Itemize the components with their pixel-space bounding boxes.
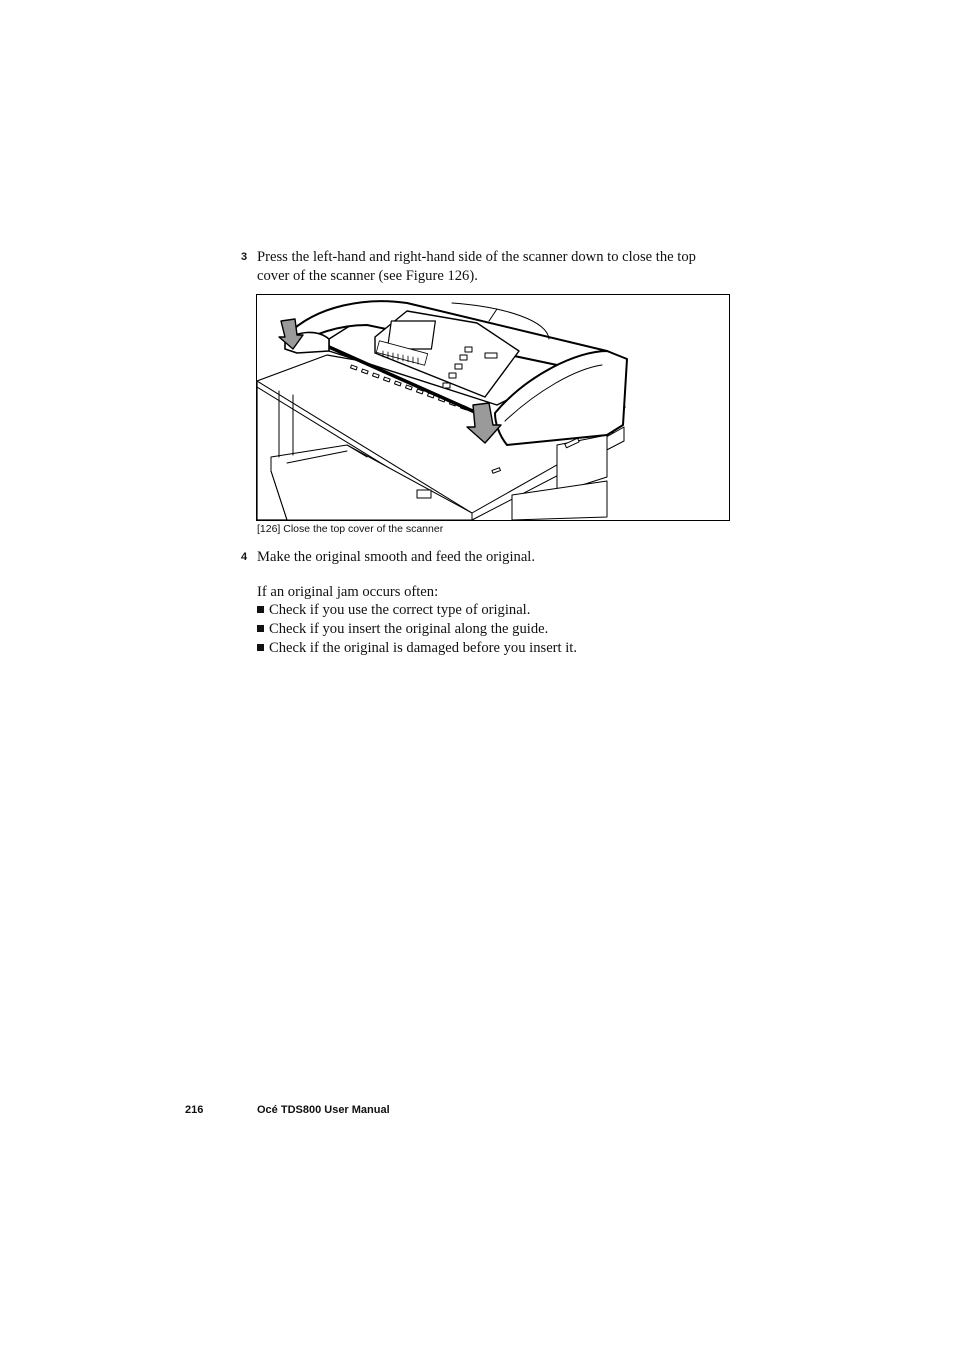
figure-caption: [126] Close the top cover of the scanner bbox=[257, 523, 444, 535]
list-item bbox=[257, 639, 577, 658]
step-3-line-1: Press the left-hand and right-hand side of the scanner down to close the top bbox=[257, 249, 696, 265]
bullet-square-icon bbox=[257, 644, 264, 651]
tip-text: Check if the original is damaged before you insert it. bbox=[269, 640, 578, 656]
step-3-line-2: cover of the scanner (see Figure 126). bbox=[257, 268, 478, 284]
tip-text: Check if you insert the original along the guide. bbox=[269, 621, 549, 637]
tips-list bbox=[257, 601, 577, 658]
bullet-square-icon bbox=[257, 606, 264, 613]
list-item bbox=[257, 620, 577, 639]
scanner-illustration bbox=[256, 294, 730, 521]
list-item bbox=[257, 601, 577, 620]
bullet-square-icon bbox=[257, 625, 264, 632]
tip-text: Check if you use the correct type of original. bbox=[269, 602, 531, 618]
step-number-4: 4 bbox=[241, 551, 248, 563]
page-number: 216 bbox=[185, 1104, 204, 1116]
step-4-text: Make the original smooth and feed the original. bbox=[257, 549, 536, 565]
tips-intro: If an original jam occurs often: bbox=[257, 584, 439, 600]
step-number-3: 3 bbox=[241, 251, 248, 263]
manual-title: Océ TDS800 User Manual bbox=[257, 1104, 390, 1116]
